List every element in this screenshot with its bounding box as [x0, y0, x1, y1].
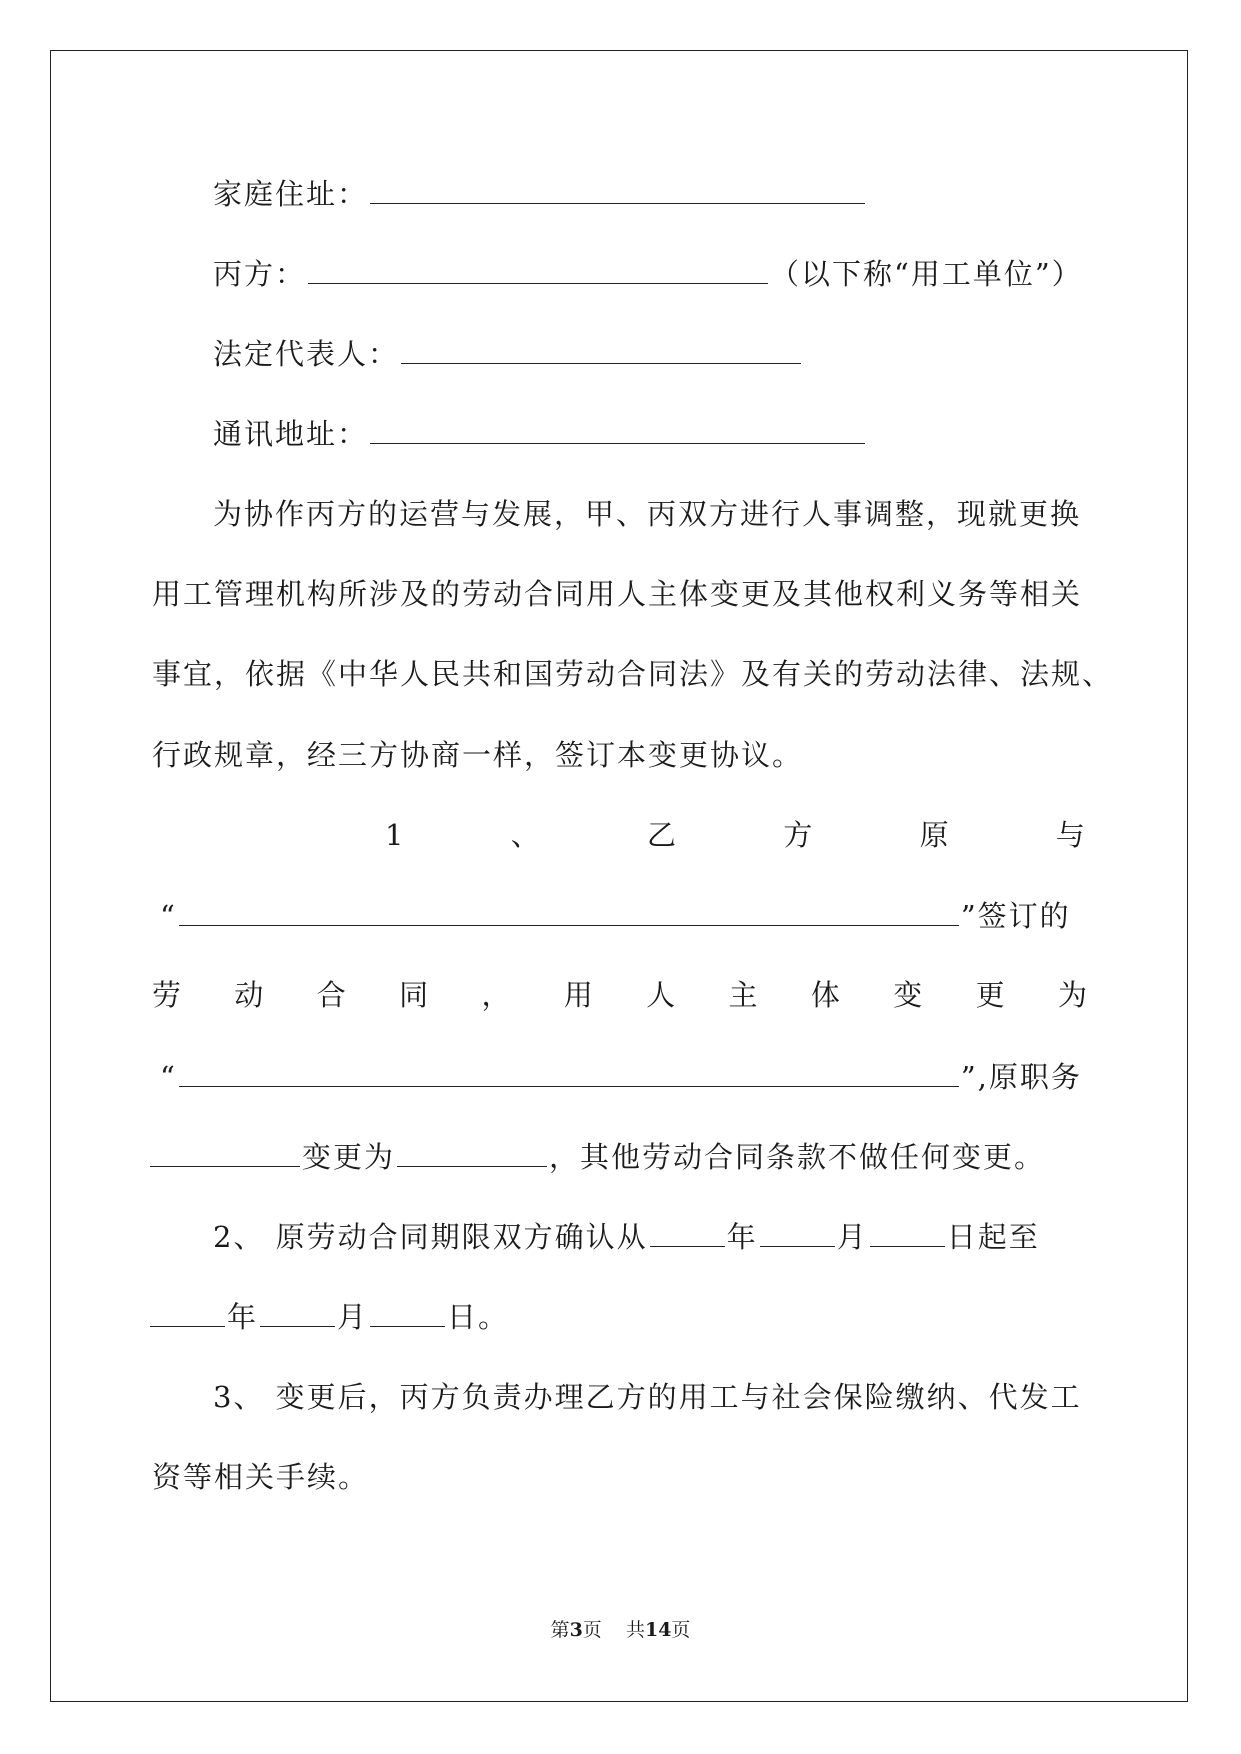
- page-border: [50, 50, 1188, 1702]
- page-mid: 页 共: [582, 1619, 645, 1641]
- mail-address-label: 通讯地址：: [213, 417, 369, 451]
- item1-line3-char: 体: [810, 978, 840, 1012]
- end-day-blank[interactable]: [370, 1296, 445, 1327]
- party-c-blank[interactable]: [308, 253, 768, 284]
- item3-line-2: 资等相关手续。: [152, 1460, 370, 1494]
- item1-line3-char: 用: [563, 978, 593, 1012]
- intro-line-2: 用工管理机构所涉及的劳动合同用人主体变更及其他权利义务等相关: [152, 577, 1083, 611]
- item2-line-1: [213, 1216, 1040, 1257]
- item1-line3-char: 变: [893, 978, 923, 1012]
- day-from-label: 日起至: [946, 1220, 1040, 1254]
- item1-line3-char: ，: [481, 978, 511, 1012]
- year-label: 年: [227, 1300, 259, 1334]
- item1-token: 原: [919, 818, 949, 852]
- party-c-label: 丙方：: [213, 257, 307, 291]
- item1-line3-char: 动: [234, 978, 264, 1012]
- legal-rep-line: [213, 333, 803, 374]
- legal-rep-blank[interactable]: [401, 333, 801, 364]
- intro-line-3: 事宜，依据《中华人民共和国劳动合同法》及有关的劳动法律、法规、: [152, 657, 1114, 691]
- day-end-label: 日。: [447, 1300, 510, 1334]
- item1-line3-char: 更: [975, 978, 1005, 1012]
- year-label: 年: [726, 1220, 758, 1254]
- page-prefix: 第: [550, 1619, 570, 1641]
- item1-line3-char: 主: [728, 978, 758, 1012]
- item2-text: 2、 原劳动合同期限双方确认从: [213, 1220, 648, 1254]
- item1-line-2: [160, 895, 1071, 936]
- item1-token: 乙: [647, 818, 677, 852]
- item1-line3-char: 合: [316, 978, 346, 1012]
- change-to-label: 变更为: [302, 1140, 396, 1174]
- item1-token: 1: [385, 818, 404, 852]
- party-c-suffix: （以下称“用工单位”）: [770, 257, 1083, 291]
- home-address-line: [213, 173, 867, 214]
- home-address-blank[interactable]: [370, 173, 865, 204]
- item2-line-2: [148, 1296, 509, 1337]
- end-year-blank[interactable]: [150, 1296, 225, 1327]
- mail-address-line: [213, 413, 867, 454]
- start-month-blank[interactable]: [760, 1216, 835, 1247]
- page-number: 3: [569, 1619, 583, 1641]
- item1-token: 与: [1055, 818, 1085, 852]
- quote-close-position: ”,原职务: [960, 1060, 1082, 1094]
- item1-line3-char: 人: [646, 978, 676, 1012]
- intro-line-4: 行政规章，经三方协商一样，签订本变更协议。: [152, 738, 804, 772]
- home-address-label: 家庭住址：: [213, 177, 369, 211]
- quote-open: “: [160, 1060, 177, 1094]
- page-total: 14: [644, 1619, 672, 1641]
- party-c-line: [213, 253, 1083, 294]
- item1-line-1: [385, 815, 1085, 855]
- new-position-blank[interactable]: [397, 1136, 547, 1167]
- item1-token: 方: [783, 818, 813, 852]
- item1-line-3: [152, 975, 1087, 1015]
- quote-close-signed: ”签订的: [960, 899, 1071, 933]
- original-employer-blank[interactable]: [179, 895, 959, 926]
- item1-token: 、: [510, 818, 540, 852]
- page-footer: [0, 1618, 1241, 1642]
- item1-line3-char: 为: [1057, 978, 1087, 1012]
- new-employer-blank[interactable]: [179, 1056, 959, 1087]
- mail-address-blank[interactable]: [370, 413, 865, 444]
- legal-rep-label: 法定代表人：: [213, 337, 400, 371]
- item1-end-text: ，其他劳动合同条款不做任何变更。: [549, 1140, 1046, 1174]
- item1-line-4: [160, 1056, 1082, 1097]
- item1-line3-char: 同: [399, 978, 429, 1012]
- item3-line-1: 3、 变更后，丙方负责办理乙方的用工与社会保险缴纳、代发工: [213, 1380, 1082, 1414]
- original-position-blank[interactable]: [150, 1136, 300, 1167]
- quote-open: “: [160, 899, 177, 933]
- month-label: 月: [337, 1300, 369, 1334]
- month-label: 月: [836, 1220, 868, 1254]
- intro-line-1: 为协作丙方的运营与发展，甲、丙双方进行人事调整，现就更换: [213, 497, 1082, 531]
- item1-line3-char: 劳: [152, 978, 182, 1012]
- end-month-blank[interactable]: [260, 1296, 335, 1327]
- page-suffix: 页: [671, 1619, 691, 1641]
- start-year-blank[interactable]: [650, 1216, 725, 1247]
- item1-line-5: [148, 1136, 1045, 1177]
- start-day-blank[interactable]: [870, 1216, 945, 1247]
